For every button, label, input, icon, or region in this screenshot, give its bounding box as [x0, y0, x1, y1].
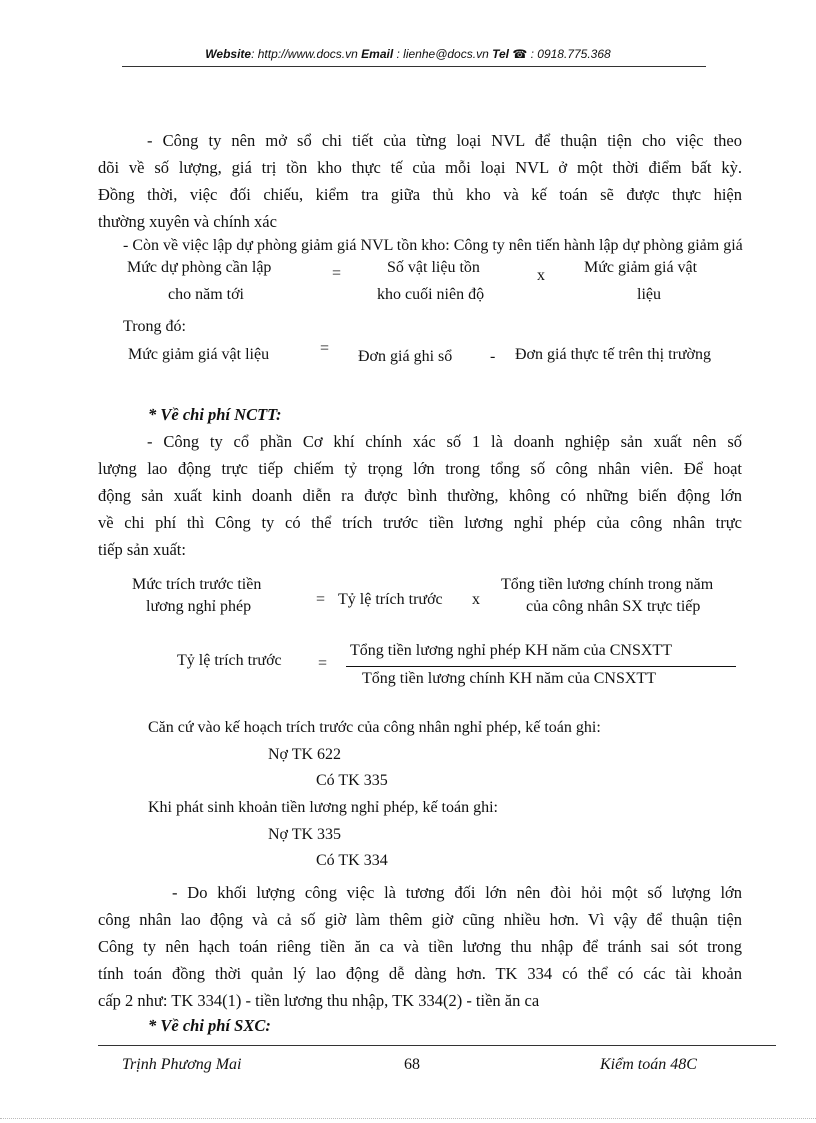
- formula4-lhs: Tỷ lệ trích trước: [177, 652, 282, 669]
- section-heading-sxc: * Về chi phí SXC:: [148, 1016, 271, 1035]
- formula4-numerator: Tổng tiền lương nghỉ phép KH năm của CNSXTT: [350, 642, 672, 659]
- formula3-lhs-line2: lương nghỉ phép: [146, 598, 252, 615]
- formula1-mid-line1: Số vật liệu tồn: [387, 259, 480, 276]
- header-divider: [122, 66, 706, 67]
- para4-line5: cấp 2 như: TK 334(1) - tiền lương thu nhập, TK 334(2) - tiền ăn ca: [98, 991, 540, 1010]
- para3-line1: - Công ty cổ phần Cơ khí chính xác số 1 là doanh nghiệp sản xuất nên số: [147, 432, 742, 451]
- trong-do-label: Trong đó:: [123, 318, 186, 335]
- para4-line3: Công ty nên hạch toán riêng tiền ăn ca và tiền lương thu nhập để tránh sai sót trong: [98, 937, 742, 956]
- para4-line1: - Do khối lượng công việc là tương đối lớn nên đòi hỏi một số lượng lớn: [172, 883, 742, 902]
- email-value[interactable]: : lienhe@docs.vn: [393, 47, 493, 61]
- para3-line4: về chi phí thì Công ty có thể trích trước tiền lương nghỉ phép của công nhân trực: [98, 513, 742, 532]
- formula2-lhs: Mức giảm giá vật liệu: [128, 346, 270, 363]
- entries-credit2: Có TK 334: [316, 852, 388, 869]
- footer-divider: [98, 1045, 776, 1046]
- page-header: [0, 47, 816, 61]
- formula3-equals: =: [316, 591, 326, 608]
- entries-credit1: Có TK 335: [316, 772, 388, 789]
- entries-intro1: Căn cứ vào kế hoạch trích trước của công nhân nghỉ phép, kế toán ghi:: [148, 719, 601, 736]
- formula1-equals: =: [332, 265, 342, 282]
- para4-line4: tính toán đồng thời quản lý lao động dễ dàng hơn. TK 334 có thể có các tài khoản: [98, 964, 742, 983]
- formula1-lhs-line1: Mức dự phòng cần lập: [127, 259, 272, 276]
- tel-value: : 0918.775.368: [527, 47, 611, 61]
- entries-debit1: Nợ TK 622: [268, 746, 342, 763]
- email-label: Email: [361, 47, 394, 61]
- tel-label: Tel: [492, 47, 509, 61]
- formula3-mid: Tỷ lệ trích trước: [338, 591, 443, 608]
- formula3-lhs-line1: Mức trích trước tiền: [132, 576, 262, 593]
- para3-line5: tiếp sản xuất:: [98, 540, 186, 559]
- website-label: Website: [205, 47, 252, 61]
- formula1-rhs-line1: Mức giảm giá vật: [584, 259, 698, 276]
- para1-line3: Đồng thời, việc đối chiếu, kiểm tra giữa thủ kho và kế toán sẽ được thực hiện: [98, 185, 742, 204]
- formula2-minus: -: [490, 348, 496, 365]
- formula4-denominator: Tổng tiền lương chính KH năm của CNSXTT: [362, 670, 656, 687]
- entries-debit2: Nợ TK 335: [268, 826, 342, 843]
- formula3-multiply: x: [472, 591, 480, 608]
- footer-course: Kiểm toán 48C: [600, 1056, 697, 1073]
- formula3-rhs-line2: của công nhân SX trực tiếp: [526, 598, 701, 615]
- para2-line1: - Còn về việc lập dự phòng giảm giá NVL tồn kho: Công ty nên tiến hành lập dự phòng giảm giá: [123, 237, 743, 254]
- formula1-mid-line2: kho cuối niên độ: [377, 286, 485, 303]
- footer-author: Trịnh Phương Mai: [122, 1056, 242, 1073]
- para3-line3: động sản xuất kinh doanh diễn ra được bình thường, không có những biến động lớn: [98, 486, 742, 505]
- website-value[interactable]: : http://www.docs.vn: [251, 47, 358, 61]
- formula3-rhs-line1: Tổng tiền lương chính trong năm: [501, 576, 714, 593]
- para4-line2: công nhân lao động và cả số giờ làm thêm giờ cũng nhiều hơn. Vì vậy để thuận tiện: [98, 910, 742, 929]
- formula4-equals: =: [318, 655, 328, 672]
- para1-line1: - Công ty nên mở sổ chi tiết của từng loại NVL để thuận tiện cho việc theo: [147, 131, 742, 150]
- formula1-rhs-line2: liệu: [637, 286, 661, 303]
- para1-line4: thường xuyên và chính xác: [98, 212, 277, 231]
- formula2-rhs: Đơn giá thực tế trên thị trường: [515, 346, 711, 363]
- phone-icon: ☎: [512, 47, 528, 61]
- formula2-equals: =: [320, 340, 330, 357]
- formula2-mid: Đơn giá ghi sổ: [358, 348, 453, 365]
- para3-line2: lượng lao động trực tiếp chiếm tỷ trọng lớn trong tổng số công nhân viên. Để hoạt: [98, 459, 742, 478]
- page-bottom-border: [0, 1118, 816, 1119]
- page-number: 68: [404, 1056, 420, 1073]
- formula1-lhs-line2: cho năm tới: [168, 286, 244, 303]
- entries-intro2: Khi phát sinh khoản tiền lương nghỉ phép, kế toán ghi:: [148, 799, 498, 816]
- section-heading-ncct: * Về chi phí NCTT:: [148, 405, 282, 424]
- para1-line2: dõi về số lượng, giá trị tồn kho thực tế của mỗi loại NVL ở một thời điểm bất kỳ.: [98, 158, 742, 177]
- formula4-fraction-bar: [346, 666, 736, 667]
- formula1-multiply: x: [537, 267, 545, 284]
